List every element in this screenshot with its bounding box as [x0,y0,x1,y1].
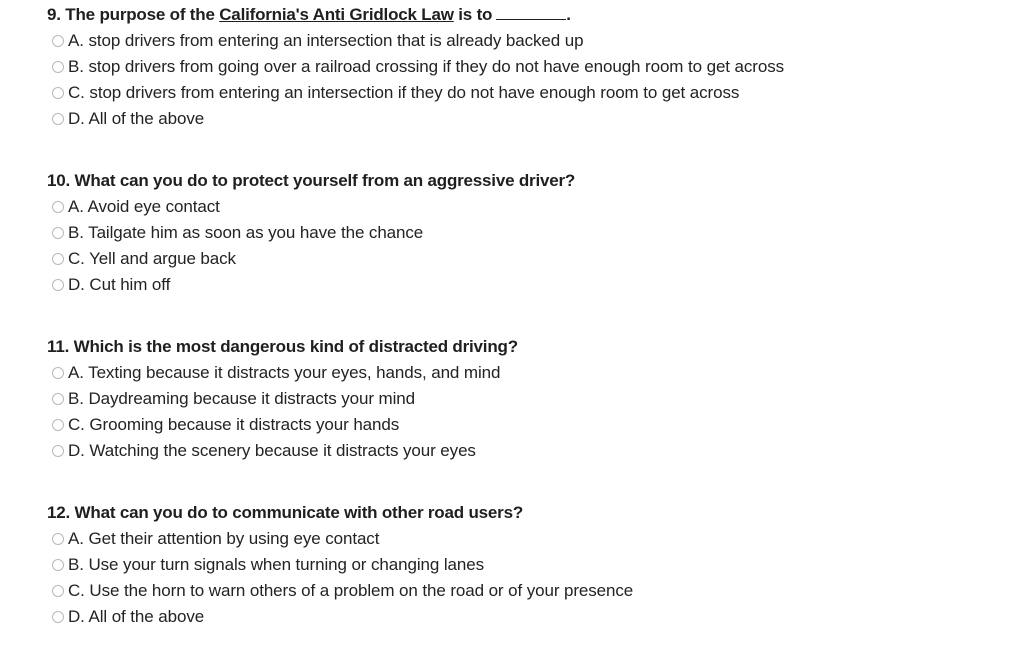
option-b[interactable] [52,54,784,80]
option-label: D. Watching the scenery because it distracts your eyes [68,441,476,460]
option-label: B. Daydreaming because it distracts your mind [68,389,415,408]
option-label: D. All of the above [68,109,205,128]
radio-button[interactable] [52,279,64,291]
option-b[interactable] [52,220,423,246]
answer-blank [496,5,566,20]
option-label: A. stop drivers from entering an intersection that is already backed up [68,31,584,50]
option-label: A. Get their attention by using eye contact [68,529,380,548]
option-label: C. stop drivers from entering an intersection if they do not have enough room to get across [68,83,740,102]
radio-button[interactable] [52,585,64,597]
option-d[interactable] [52,272,170,298]
radio-button[interactable] [52,611,64,623]
option-c[interactable] [52,412,399,438]
question-title: 11. Which is the most dangerous kind of distracted driving? [47,337,518,356]
question-title: 10. What can you do to protect yourself from an aggressive driver? [47,171,576,190]
radio-button[interactable] [52,445,64,457]
option-a[interactable] [52,28,583,54]
option-label: B. Tailgate him as soon as you have the chance [68,223,424,242]
option-label: A. Texting because it distracts your eyes, hands, and mind [68,363,501,382]
question-title-prefix: 9. The purpose of the [47,5,220,24]
option-a[interactable] [52,526,379,552]
question-title-suffix: is to [453,5,493,24]
radio-button[interactable] [52,253,64,265]
radio-button[interactable] [52,35,64,47]
radio-button[interactable] [52,533,64,545]
radio-button[interactable] [52,87,64,99]
radio-button[interactable] [52,393,64,405]
question-title: 12. What can you do to communicate with other road users? [47,503,524,522]
radio-button[interactable] [52,559,64,571]
option-label: B. Use your turn signals when turning or changing lanes [68,555,484,574]
question-title [47,2,571,28]
option-d[interactable] [52,106,204,132]
option-c[interactable] [52,246,236,272]
radio-button[interactable] [52,113,64,125]
option-label: C. Use the horn to warn others of a problem on the road or of your presence [68,581,634,600]
radio-button[interactable] [52,419,64,431]
option-label: A. Avoid eye contact [68,197,220,216]
radio-button[interactable] [52,61,64,73]
radio-button[interactable] [52,201,64,213]
option-d[interactable] [52,604,204,630]
option-label: D. All of the above [68,607,205,626]
option-d[interactable] [52,438,476,464]
option-c[interactable] [52,80,739,106]
option-label: B. stop drivers from going over a railroad crossing if they do not have enough room to get across [68,57,785,76]
question-title-end: . [566,5,571,24]
radio-button[interactable] [52,367,64,379]
option-b[interactable] [52,386,415,412]
option-a[interactable] [52,194,220,220]
option-a[interactable] [52,360,500,386]
radio-button[interactable] [52,227,64,239]
option-b[interactable] [52,552,484,578]
option-c[interactable] [52,578,633,604]
option-label: D. Cut him off [68,275,171,294]
law-link[interactable]: California's Anti Gridlock Law [219,5,454,24]
option-label: C. Yell and argue back [68,249,236,268]
option-label: C. Grooming because it distracts your hands [68,415,400,434]
